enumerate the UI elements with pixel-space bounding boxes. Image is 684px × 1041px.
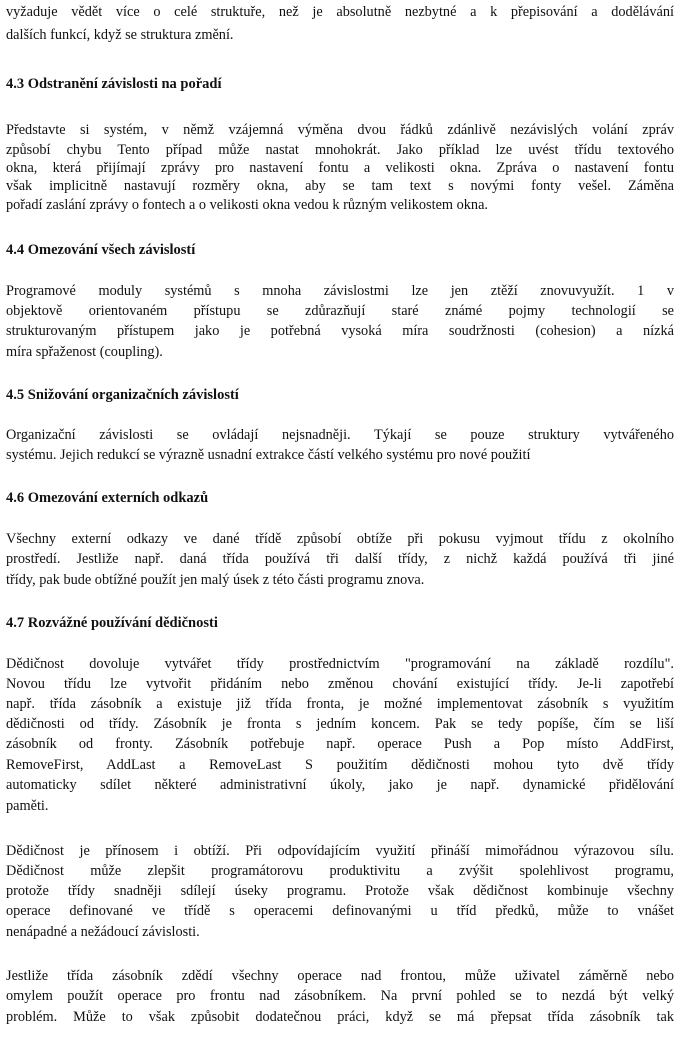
- paragraph-line: okna, která přijímají zprávy pro nastavení fontu a velikosti okna. Zpráva o nastavení fontu: [6, 160, 674, 176]
- section-heading: 4.6 Omezování externích odkazů: [6, 490, 209, 506]
- paragraph-line: třídy, pak bude obtížné použít jen malý úsek z této části programu znova.: [6, 572, 425, 588]
- paragraph-line: paměti.: [6, 798, 49, 814]
- section-heading: 4.4 Omezování všech závislostí: [6, 242, 196, 258]
- paragraph-line: operace definované ve třídě s operacemi definovanými u tříd předků, může to vnášet: [6, 903, 674, 919]
- paragraph-line: dědičnosti od třídy. Zásobník je fronta s jedním koncem. Pak se tedy popíše, čím se liší: [6, 716, 674, 732]
- intro-line: dalších funkcí, když se struktura změní.: [6, 27, 234, 43]
- paragraph-line: pořadí zaslání zprávy o fontech a o velikosti okna vedou k různým velikostem okna.: [6, 197, 488, 213]
- paragraph-line: Dědičnost je přínosem i obtíží. Při odpovídajícím využití přináší mimořádnou výrazovou sílu.: [6, 843, 674, 859]
- paragraph-line: Jestliže třída zásobník zdědí všechny operace nad frontou, může uživatel záměrně nebo: [6, 968, 674, 984]
- paragraph-line: např. třída zásobník a existuje již třída fronta, je možné implementovat zásobník s využitím: [6, 696, 674, 712]
- paragraph-line: prostředí. Jestliže např. daná třída používá tři další třídy, z nichž každá používá tři jiné: [6, 551, 674, 567]
- paragraph-line: RemoveFirst, AddLast a RemoveLast S použitím dědičnosti mohou tyto dvě třídy: [6, 757, 674, 773]
- section-heading: 4.5 Snižování organizačních závislostí: [6, 387, 239, 403]
- paragraph-line: zásobník od fronty. Zásobník potřebuje např. operace Push a Pop místo AddFirst,: [6, 736, 674, 752]
- paragraph-line: míra spřaženost (coupling).: [6, 344, 163, 360]
- section-heading: 4.7 Rozvážné používání dědičnosti: [6, 615, 218, 631]
- paragraph-line: nenápadné a nežádoucí závislosti.: [6, 924, 200, 940]
- paragraph-line: způsobí chybu Tento případ může nastat mnohokrát. Jako příklad lze uvést třídu textového: [6, 142, 674, 158]
- paragraph-line: Organizační závislosti se ovládají nejsnadněji. Týkají se pouze struktury vytvářeného: [6, 427, 674, 443]
- intro-line: vyžaduje vědět více o celé struktuře, než je absolutně nezbytné a k přepisování a dodělávání: [6, 4, 674, 20]
- paragraph-line: Novou třídu lze vytvořit přidáním nebo změnou chování existující třídy. Je-li zapotřebí: [6, 676, 674, 692]
- paragraph-line: systému. Jejich redukcí se výrazně usnadní extrakce částí velkého systému pro nové použití: [6, 447, 531, 463]
- paragraph-line: Představte si systém, v němž vzájemná výměna dvou řádků zdánlivě nezávislých volání zpráv: [6, 122, 674, 138]
- paragraph-line: protože třídy snadněji sdílejí úseky programu. Protože však dědičnost kombinuje všechny: [6, 883, 674, 899]
- paragraph-line: automaticky sdílet některé administrativní úkoly, jako je např. dynamické přidělování: [6, 777, 674, 793]
- paragraph-line: omylem použít operace pro frontu nad zásobníkem. Na první pohled se to nezdá být velký: [6, 988, 674, 1004]
- paragraph-line: objektově orientovaném přístupu se zdůrazňují staré známé pojmy technologií se: [6, 303, 674, 319]
- paragraph-line: Dědičnost může zlepšit programátorovu produktivitu a zvýšit spolehlivost programu,: [6, 863, 674, 879]
- paragraph-line: však implicitně nastavují rozměry okna, aby se tam text s novými fonty vešel. Záměna: [6, 178, 674, 194]
- section-heading: 4.3 Odstranění závislosti na pořadí: [6, 76, 222, 92]
- paragraph-line: Programové moduly systémů s mnoha závislostmi lze jen ztěží znovuvyužít. 1 v: [6, 283, 674, 299]
- paragraph-line: Všechny externí odkazy ve dané třídě způsobí obtíže při pokusu vyjmout třídu z okolního: [6, 531, 674, 547]
- paragraph-line: problém. Může to však způsobit dodatečnou práci, když se má přepsat třída zásobník tak: [6, 1009, 674, 1025]
- paragraph-line: Dědičnost dovoluje vytvářet třídy prostřednictvím "programování na základě rozdílu".: [6, 656, 674, 672]
- paragraph-line: strukturovaným přístupem jako je potřebná vysoká míra soudržnosti (cohesion) a nízká: [6, 323, 674, 339]
